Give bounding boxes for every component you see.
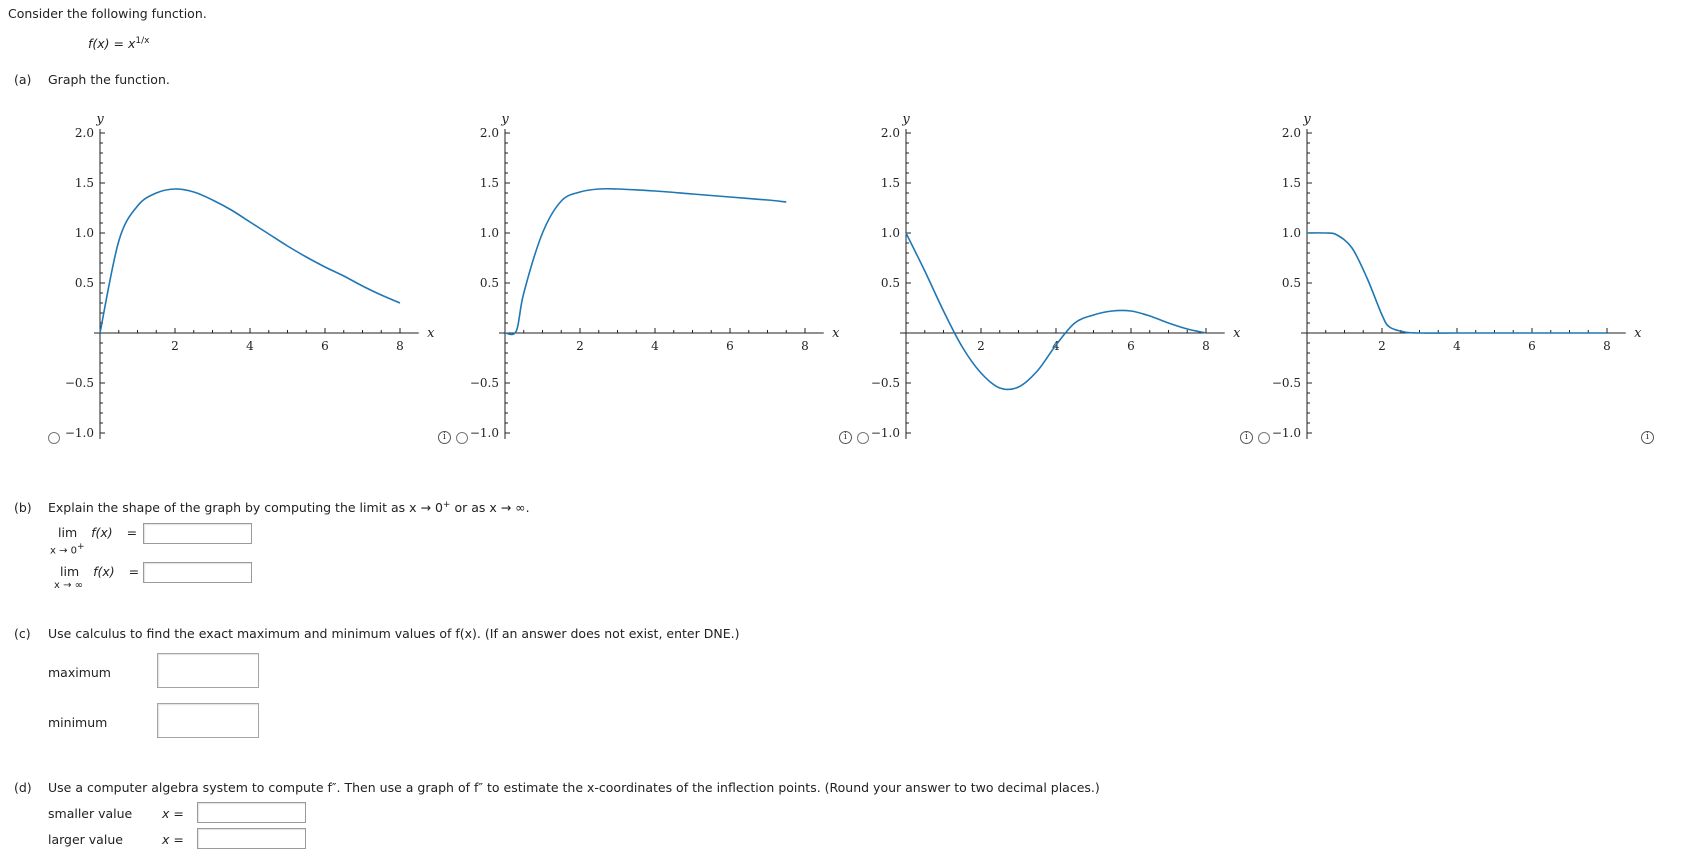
y-tick-label: 2.0 (479, 126, 499, 140)
graph-option-4-info-icon[interactable]: i (1641, 431, 1654, 444)
x-tick-label: 6 (321, 339, 329, 353)
graph-option-1-radio[interactable] (48, 432, 60, 444)
y-tick-label: 0.5 (1281, 276, 1301, 290)
y-tick-label: −0.5 (870, 376, 900, 390)
y-axis-label: y (902, 112, 910, 127)
y-tick-label: −0.5 (64, 376, 94, 390)
graph-option-3 (866, 96, 1241, 456)
y-tick-label: 1.5 (1281, 176, 1301, 190)
smaller-x-eq: x = (162, 806, 184, 821)
larger-x-eq: x = (162, 832, 184, 847)
limit-2-eq: = (128, 564, 140, 579)
x-tick-label: 4 (651, 339, 659, 353)
limit-1-fx: f(x) (91, 525, 113, 540)
limit-infinity-input[interactable] (143, 562, 252, 583)
limit-2-fx: f(x) (93, 564, 115, 579)
limit-2 (60, 564, 139, 579)
x-tick-label: 8 (1603, 339, 1611, 353)
smaller-value-label: smaller value (48, 806, 133, 821)
graph-option-2-info-icon[interactable]: i (839, 431, 852, 444)
y-axis-label: y (1303, 112, 1311, 127)
y-tick-label: −1.0 (469, 426, 499, 440)
part-d-text: Use a computer algebra system to compute f″. Then use a graph of f″ to estimate the x-coordinates of the inflection points. (Round your answer to two decimal places.) (48, 780, 1100, 795)
limit-1-lim: lim (58, 525, 78, 540)
x-tick-label: 2 (171, 339, 179, 353)
part-c-label: (c) (14, 626, 31, 641)
part-b-text (48, 500, 530, 515)
y-axis-label: y (96, 112, 104, 127)
graph-option-2 (465, 96, 840, 456)
x-tick-label: 6 (726, 339, 734, 353)
x-axis-label: x (1233, 326, 1241, 341)
limit-1-under-text: x → 0 (50, 545, 78, 557)
smaller-inflection-input[interactable] (197, 802, 306, 823)
part-b-text-before: Explain the shape of the graph by computing the limit as x → 0 (48, 500, 443, 516)
y-tick-label: 0.5 (74, 276, 94, 290)
part-a-label: (a) (14, 72, 32, 87)
y-tick-label: −0.5 (469, 376, 499, 390)
y-tick-label: 1.0 (479, 226, 499, 240)
function-curve (100, 189, 400, 333)
y-tick-label: 1.5 (74, 176, 94, 190)
x-tick-label: 4 (1052, 339, 1060, 353)
minimum-label: minimum (48, 715, 108, 730)
graph-option-4 (1267, 96, 1642, 456)
x-tick-label: 2 (977, 339, 985, 353)
limit-1-eq: = (126, 525, 138, 540)
x-axis-label: x (1634, 326, 1642, 341)
x-tick-label: 8 (801, 339, 809, 353)
y-tick-label: 1.5 (880, 176, 900, 190)
x-tick-label: 4 (1453, 339, 1461, 353)
x-tick-label: 4 (246, 339, 254, 353)
part-a-text: Graph the function. (48, 72, 170, 87)
x-tick-label: 2 (576, 339, 584, 353)
function-curve (505, 189, 786, 335)
y-tick-label: 1.0 (74, 226, 94, 240)
y-axis-label: y (501, 112, 509, 127)
function-curve (906, 233, 1206, 389)
part-c-text: Use calculus to find the exact maximum and minimum values of f(x). (If an answer does not exist, enter DNE.) (48, 626, 740, 641)
y-tick-label: 1.0 (880, 226, 900, 240)
limit-1-under (50, 542, 85, 556)
y-tick-label: 0.5 (880, 276, 900, 290)
y-tick-label: −1.0 (64, 426, 94, 440)
y-tick-label: 1.0 (1281, 226, 1301, 240)
larger-value-label: larger value (48, 832, 123, 847)
function-lhs: f(x) = x (88, 36, 136, 52)
graph-option-1 (60, 96, 435, 456)
x-tick-label: 2 (1378, 339, 1386, 353)
part-b-label: (b) (14, 500, 32, 515)
part-b-text-after: or as x → ∞. (450, 500, 530, 516)
y-tick-label: −1.0 (870, 426, 900, 440)
limit-zero-input[interactable] (143, 523, 252, 544)
function-definition (88, 36, 149, 51)
intro-text: Consider the following function. (8, 6, 207, 21)
limit-2-under: x → ∞ (54, 580, 83, 591)
larger-inflection-input[interactable] (197, 828, 306, 849)
y-tick-label: 2.0 (74, 126, 94, 140)
minimum-input[interactable] (157, 703, 259, 738)
y-tick-label: −0.5 (1271, 376, 1301, 390)
x-axis-label: x (427, 326, 435, 341)
graph-option-3-info-icon[interactable]: i (1240, 431, 1253, 444)
part-b-sup: + (442, 500, 451, 510)
maximum-input[interactable] (157, 653, 259, 688)
y-tick-label: 1.5 (479, 176, 499, 190)
x-tick-label: 6 (1528, 339, 1536, 353)
function-exponent: 1/x (135, 36, 150, 46)
limit-1 (58, 525, 137, 540)
function-curve (1307, 233, 1607, 333)
y-tick-label: 2.0 (1281, 126, 1301, 140)
x-tick-label: 6 (1127, 339, 1135, 353)
y-tick-label: 2.0 (880, 126, 900, 140)
y-tick-label: 0.5 (479, 276, 499, 290)
x-axis-label: x (832, 326, 840, 341)
graph-option-1-info-icon[interactable]: i (438, 431, 451, 444)
y-tick-label: −1.0 (1271, 426, 1301, 440)
maximum-label: maximum (48, 665, 111, 680)
x-tick-label: 8 (1202, 339, 1210, 353)
limit-1-under-sup: + (77, 542, 85, 552)
part-d-label: (d) (14, 780, 32, 795)
x-tick-label: 8 (396, 339, 404, 353)
limit-2-lim: lim (60, 564, 80, 579)
